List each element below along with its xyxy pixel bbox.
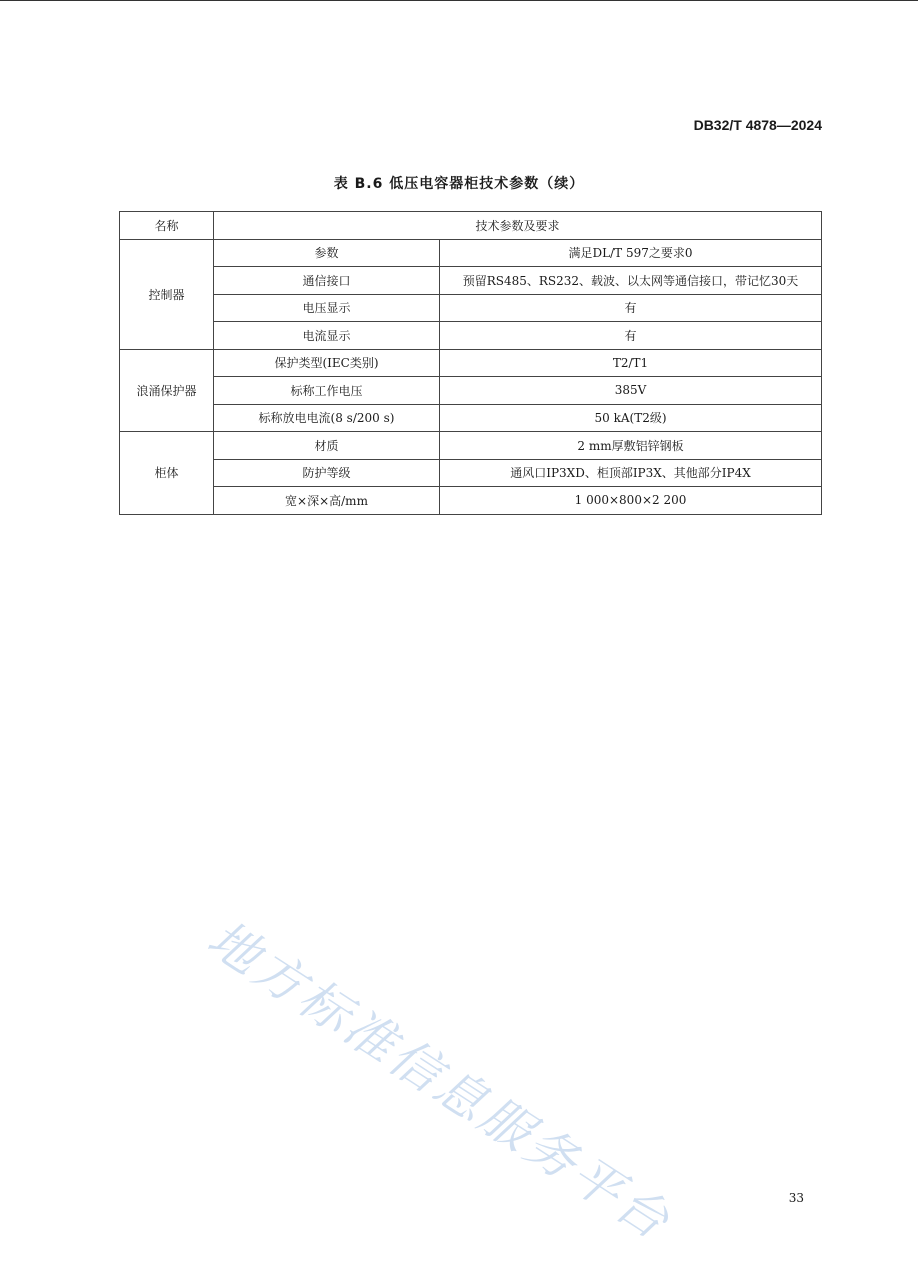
col-header-name: 名称 <box>120 212 214 240</box>
group-name-cabinet: 柜体 <box>120 432 214 515</box>
table-row <box>120 239 822 267</box>
param-value: 满足DL/T 597之要求0 <box>440 239 822 267</box>
param-value: 2 mm厚敷铝锌钢板 <box>440 432 822 460</box>
parameters-table <box>119 211 822 515</box>
param-name: 保护类型(IEC类别) <box>214 349 440 377</box>
table-row <box>120 377 822 405</box>
param-name: 标称工作电压 <box>214 377 440 405</box>
param-value: 通风口IP3XD、柜顶部IP3X、其他部分IP4X <box>440 459 822 487</box>
table-header-row <box>120 212 822 240</box>
table-row <box>120 267 822 295</box>
param-name: 通信接口 <box>214 267 440 295</box>
table-row <box>120 349 822 377</box>
param-name: 电流显示 <box>214 322 440 350</box>
param-value: 预留RS485、RS232、载波、以太网等通信接口，带记忆30天 <box>440 267 822 295</box>
table-caption: 表 B.6 低压电容器柜技术参数（续） <box>333 176 585 192</box>
param-name: 宽×深×高/mm <box>214 487 440 515</box>
group-name-surge-protector: 浪涌保护器 <box>120 349 214 432</box>
param-value: 50 kA(T2级) <box>440 404 822 432</box>
table-row <box>120 322 822 350</box>
param-name: 标称放电电流(8 s/200 s) <box>214 404 440 432</box>
param-value: 有 <box>440 322 822 350</box>
page-number: 33 <box>788 1191 804 1205</box>
param-value: 385V <box>440 377 822 405</box>
top-rule <box>0 0 918 1</box>
param-name: 防护等级 <box>214 459 440 487</box>
param-value: T2/T1 <box>440 349 822 377</box>
table-row <box>120 487 822 515</box>
param-name: 电压显示 <box>214 294 440 322</box>
param-name: 参数 <box>214 239 440 267</box>
param-value: 1 000×800×2 200 <box>440 487 822 515</box>
table-row <box>120 432 822 460</box>
standard-number: DB32/T 4878—2024 <box>693 117 822 133</box>
table-row <box>120 459 822 487</box>
group-name-controller: 控制器 <box>120 239 214 349</box>
table-row <box>120 404 822 432</box>
col-header-params: 技术参数及要求 <box>214 212 822 240</box>
param-value: 有 <box>440 294 822 322</box>
param-name: 材质 <box>214 432 440 460</box>
table-row <box>120 294 822 322</box>
watermark: 地方标准信息服务平台 <box>197 909 682 1252</box>
